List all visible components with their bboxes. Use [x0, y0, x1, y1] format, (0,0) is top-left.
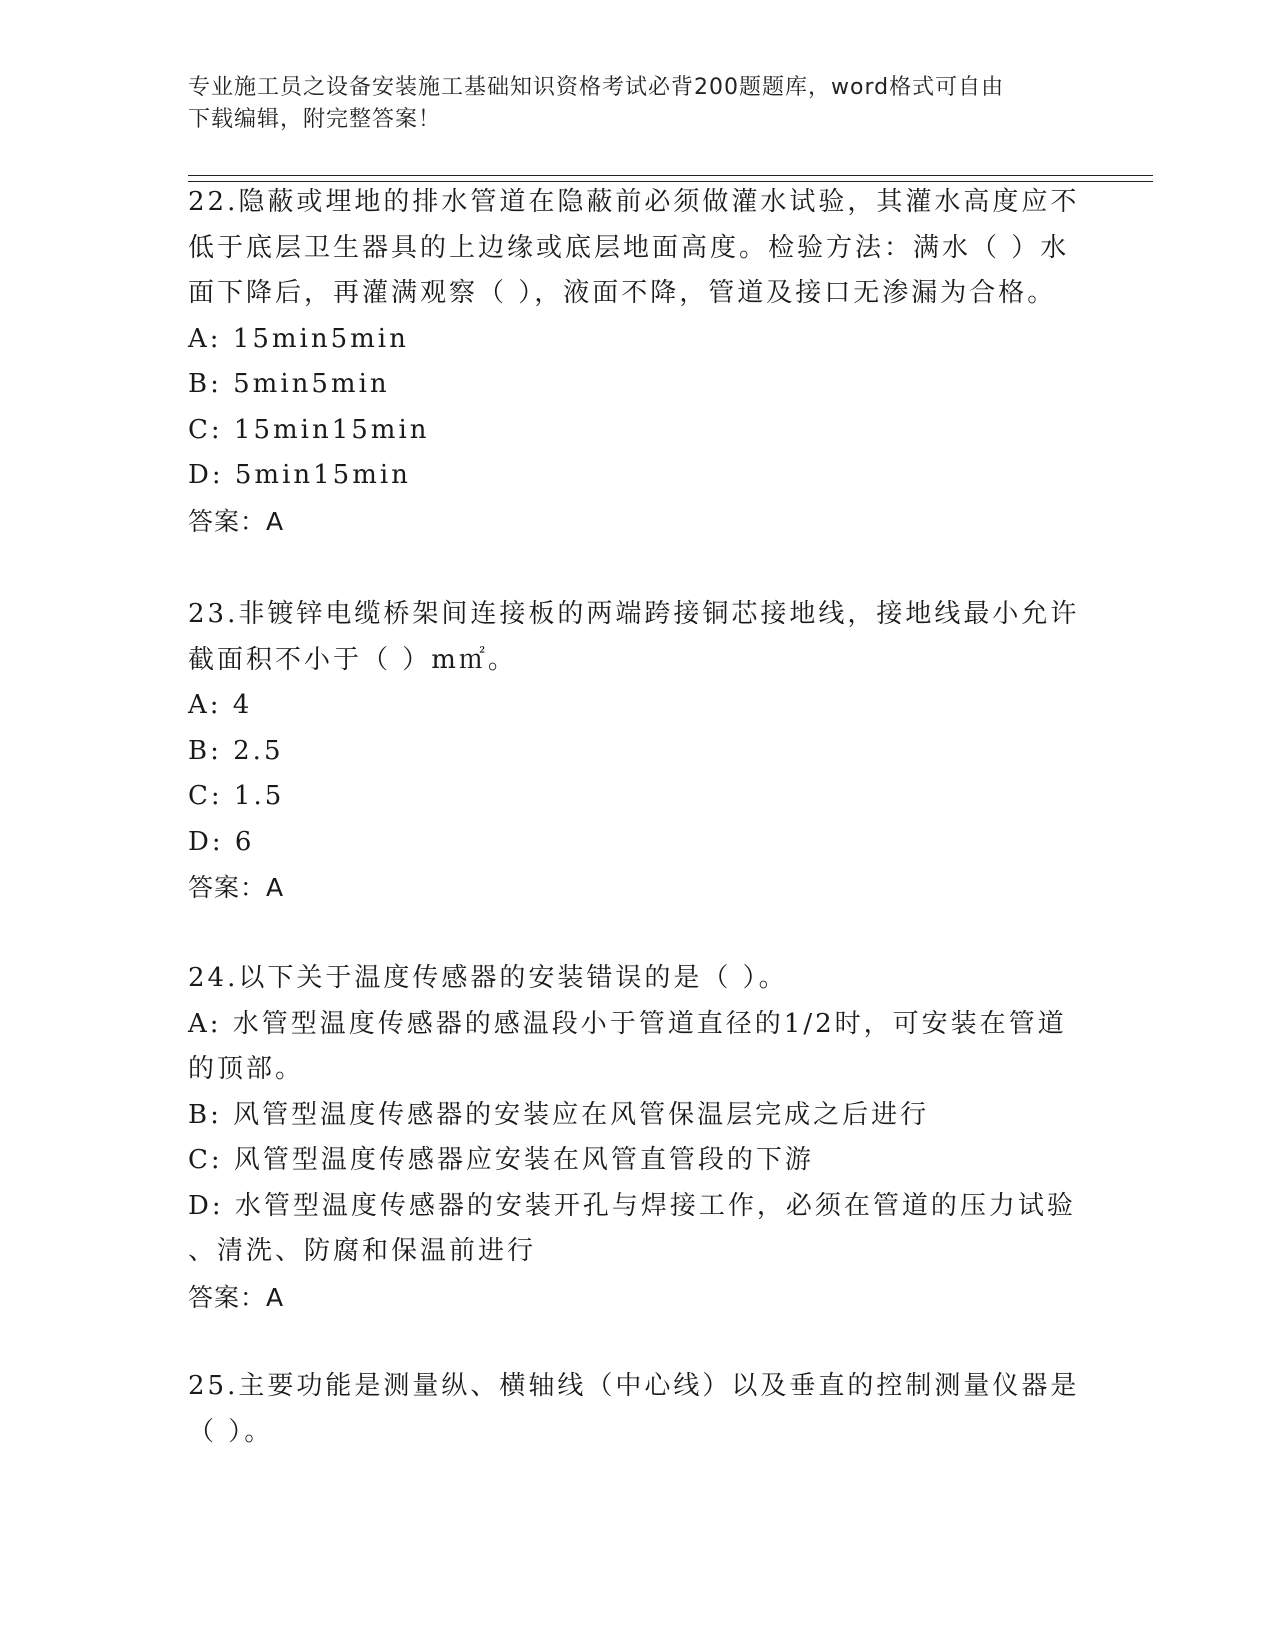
question-text-line: 25.主要功能是测量纵、横轴线（中心线）以及垂直的控制测量仪器是	[188, 1371, 1080, 1401]
option-d: D: 5min15min	[188, 460, 411, 490]
question-23	[188, 592, 1088, 911]
option-a: A: 15min5min	[188, 323, 409, 354]
option-d: D: 6	[188, 826, 255, 857]
answer-line: 答案：A	[188, 506, 285, 536]
question-text-line: 截面积不小于（ ）m㎡。	[188, 644, 517, 675]
option-a-continued: 的顶部。	[188, 1054, 305, 1084]
answer-line: 答案：A	[188, 1282, 285, 1312]
answer-line: 答案：A	[188, 873, 285, 902]
document-header	[188, 72, 1068, 136]
option-a: A: 水管型温度传感器的感温段小于管道直径的1/2时，可安装在管道	[188, 1008, 1067, 1039]
question-22	[188, 180, 1088, 544]
option-d-continued: 、清洗、防腐和保温前进行	[188, 1236, 537, 1266]
option-b: B: 5min5min	[188, 369, 390, 399]
option-c: C: 1.5	[188, 781, 285, 811]
question-text-line: 低于底层卫生器具的上边缘或底层地面高度。检验方法：满水（ ）水	[188, 232, 1070, 263]
question-24	[188, 956, 1088, 1320]
option-c: C: 风管型温度传感器应安装在风管直管段的下游	[188, 1145, 814, 1175]
header-line-2: 下载编辑，附完整答案！	[188, 107, 442, 132]
header-divider-top	[188, 175, 1153, 176]
question-text-line: 面下降后，再灌满观察（ ），液面不降，管道及接口无渗漏为合格。	[188, 278, 1057, 308]
option-b: B: 风管型温度传感器的安装应在风管保温层完成之后进行	[188, 1099, 930, 1130]
question-text-line: 24.以下关于温度传感器的安装错误的是（ ）。	[188, 963, 788, 993]
option-c: C: 15min15min	[188, 414, 430, 445]
option-a: A: 4	[188, 690, 253, 720]
header-line-1: 专业施工员之设备安装施工基础知识资格考试必背200题题库，word格式可自由	[188, 75, 1005, 100]
question-text-line: 22.隐蔽或埋地的排水管道在隐蔽前必须做灌水试验，其灌水高度应不	[188, 187, 1080, 217]
question-text-line: （ ）。	[188, 1416, 274, 1447]
option-d: D: 水管型温度传感器的安装开孔与焊接工作，必须在管道的压力试验	[188, 1190, 1076, 1221]
question-25	[188, 1364, 1088, 1455]
option-b: B: 2.5	[188, 735, 284, 766]
question-text-line: 23.非镀锌电缆桥架间连接板的两端跨接铜芯接地线，接地线最小允许	[188, 599, 1080, 629]
